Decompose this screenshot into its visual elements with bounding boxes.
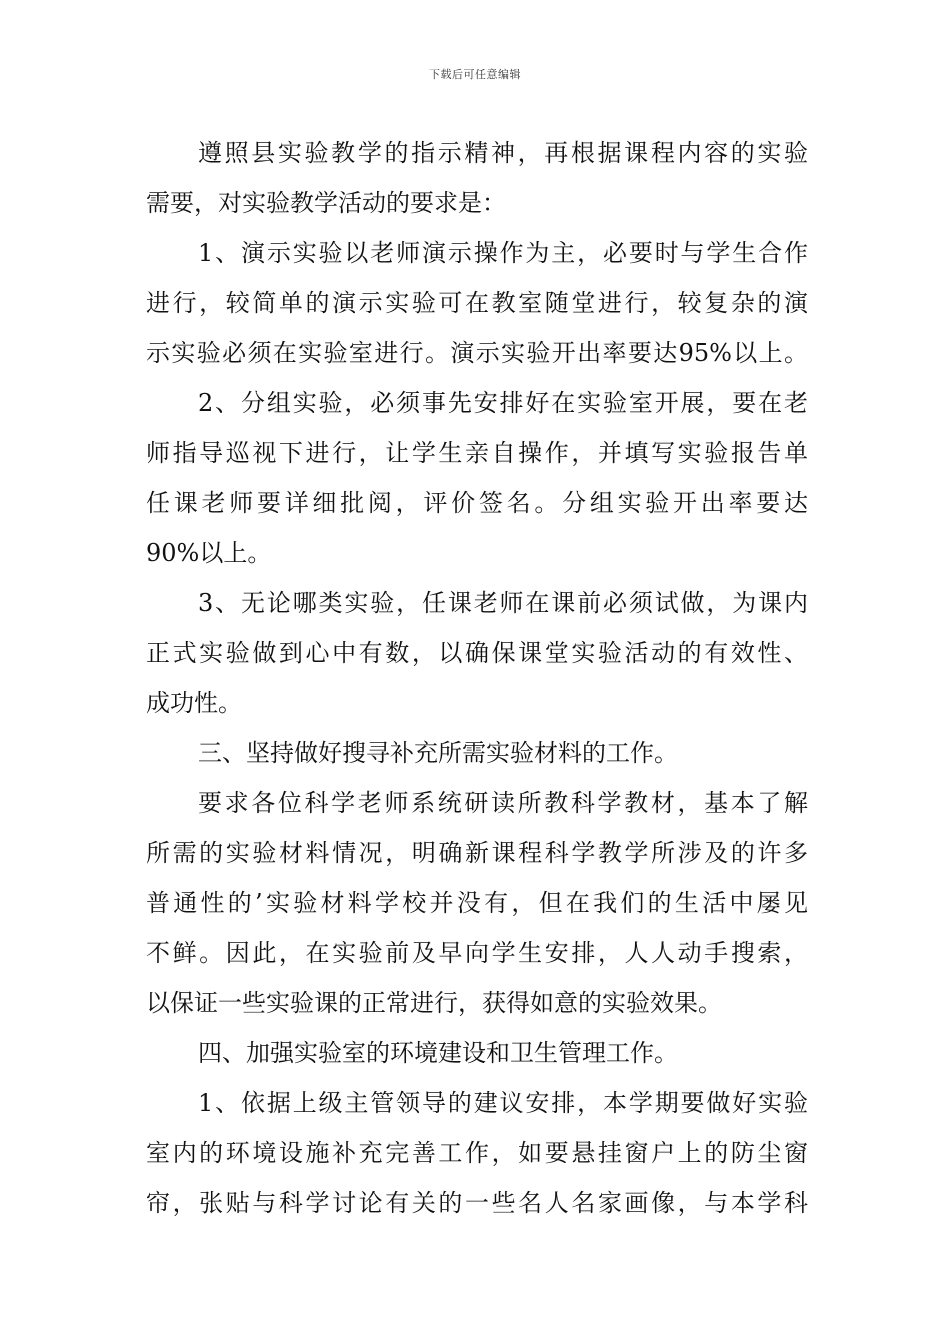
- paragraph-line: 要求各位科学老师系统研读所教科学教材，基本了解: [198, 789, 808, 817]
- section-heading: 四、加强实验室的环境建设和卫生管理工作。: [198, 1039, 678, 1067]
- paragraph-line: 需要，对实验教学活动的要求是：: [146, 189, 506, 217]
- paragraph-line: 1、演示实验以老师演示操作为主，必要时与学生合作: [198, 239, 808, 267]
- paragraph-line: 成功性。: [146, 689, 242, 717]
- paragraph-line: 90%以上。: [146, 539, 272, 567]
- paragraph-line: 任课老师要详细批阅，评价签名。分组实验开出率要达: [146, 489, 808, 517]
- paragraph-line: 室内的环境设施补充完善工作，如要悬挂窗户上的防尘窗: [146, 1139, 808, 1167]
- paragraph-line: 示实验必须在实验室进行。演示实验开出率要达95%以上。: [146, 339, 808, 367]
- paragraph-line: 以保证一些实验课的正常进行，获得如意的实验效果。: [146, 989, 722, 1017]
- document-body: [146, 128, 808, 1228]
- paragraph-line: 2、分组实验，必须事先安排好在实验室开展，要在老: [198, 389, 808, 417]
- paragraph-line: 所需的实验材料情况，明确新课程科学教学所涉及的许多: [146, 839, 808, 867]
- section-heading: 三、坚持做好搜寻补充所需实验材料的工作。: [198, 739, 678, 767]
- paragraph-line: 帘，张贴与科学讨论有关的一些名人名家画像，与本学科: [146, 1189, 808, 1217]
- paragraph-line: 师指导巡视下进行，让学生亲自操作，并填写实验报告单: [146, 439, 808, 467]
- paragraph-line: 进行，较简单的演示实验可在教室随堂进行，较复杂的演: [146, 289, 808, 317]
- paragraph-line: 遵照县实验教学的指示精神，再根据课程内容的实验: [198, 139, 808, 167]
- paragraph-line: 正式实验做到心中有数，以确保课堂实验活动的有效性、: [146, 639, 808, 667]
- paragraph-line: 普通性的’实验材料学校并没有，但在我们的生活中屡见: [146, 889, 808, 917]
- paragraph-line: 1、依据上级主管领导的建议安排，本学期要做好实验: [198, 1089, 808, 1117]
- paragraph-line: 不鲜。因此，在实验前及早向学生安排，人人动手搜索，: [146, 939, 808, 967]
- paragraph-line: 3、无论哪类实验，任课老师在课前必须试做，为课内: [198, 589, 808, 617]
- page-header: 下载后可任意编辑: [429, 68, 521, 81]
